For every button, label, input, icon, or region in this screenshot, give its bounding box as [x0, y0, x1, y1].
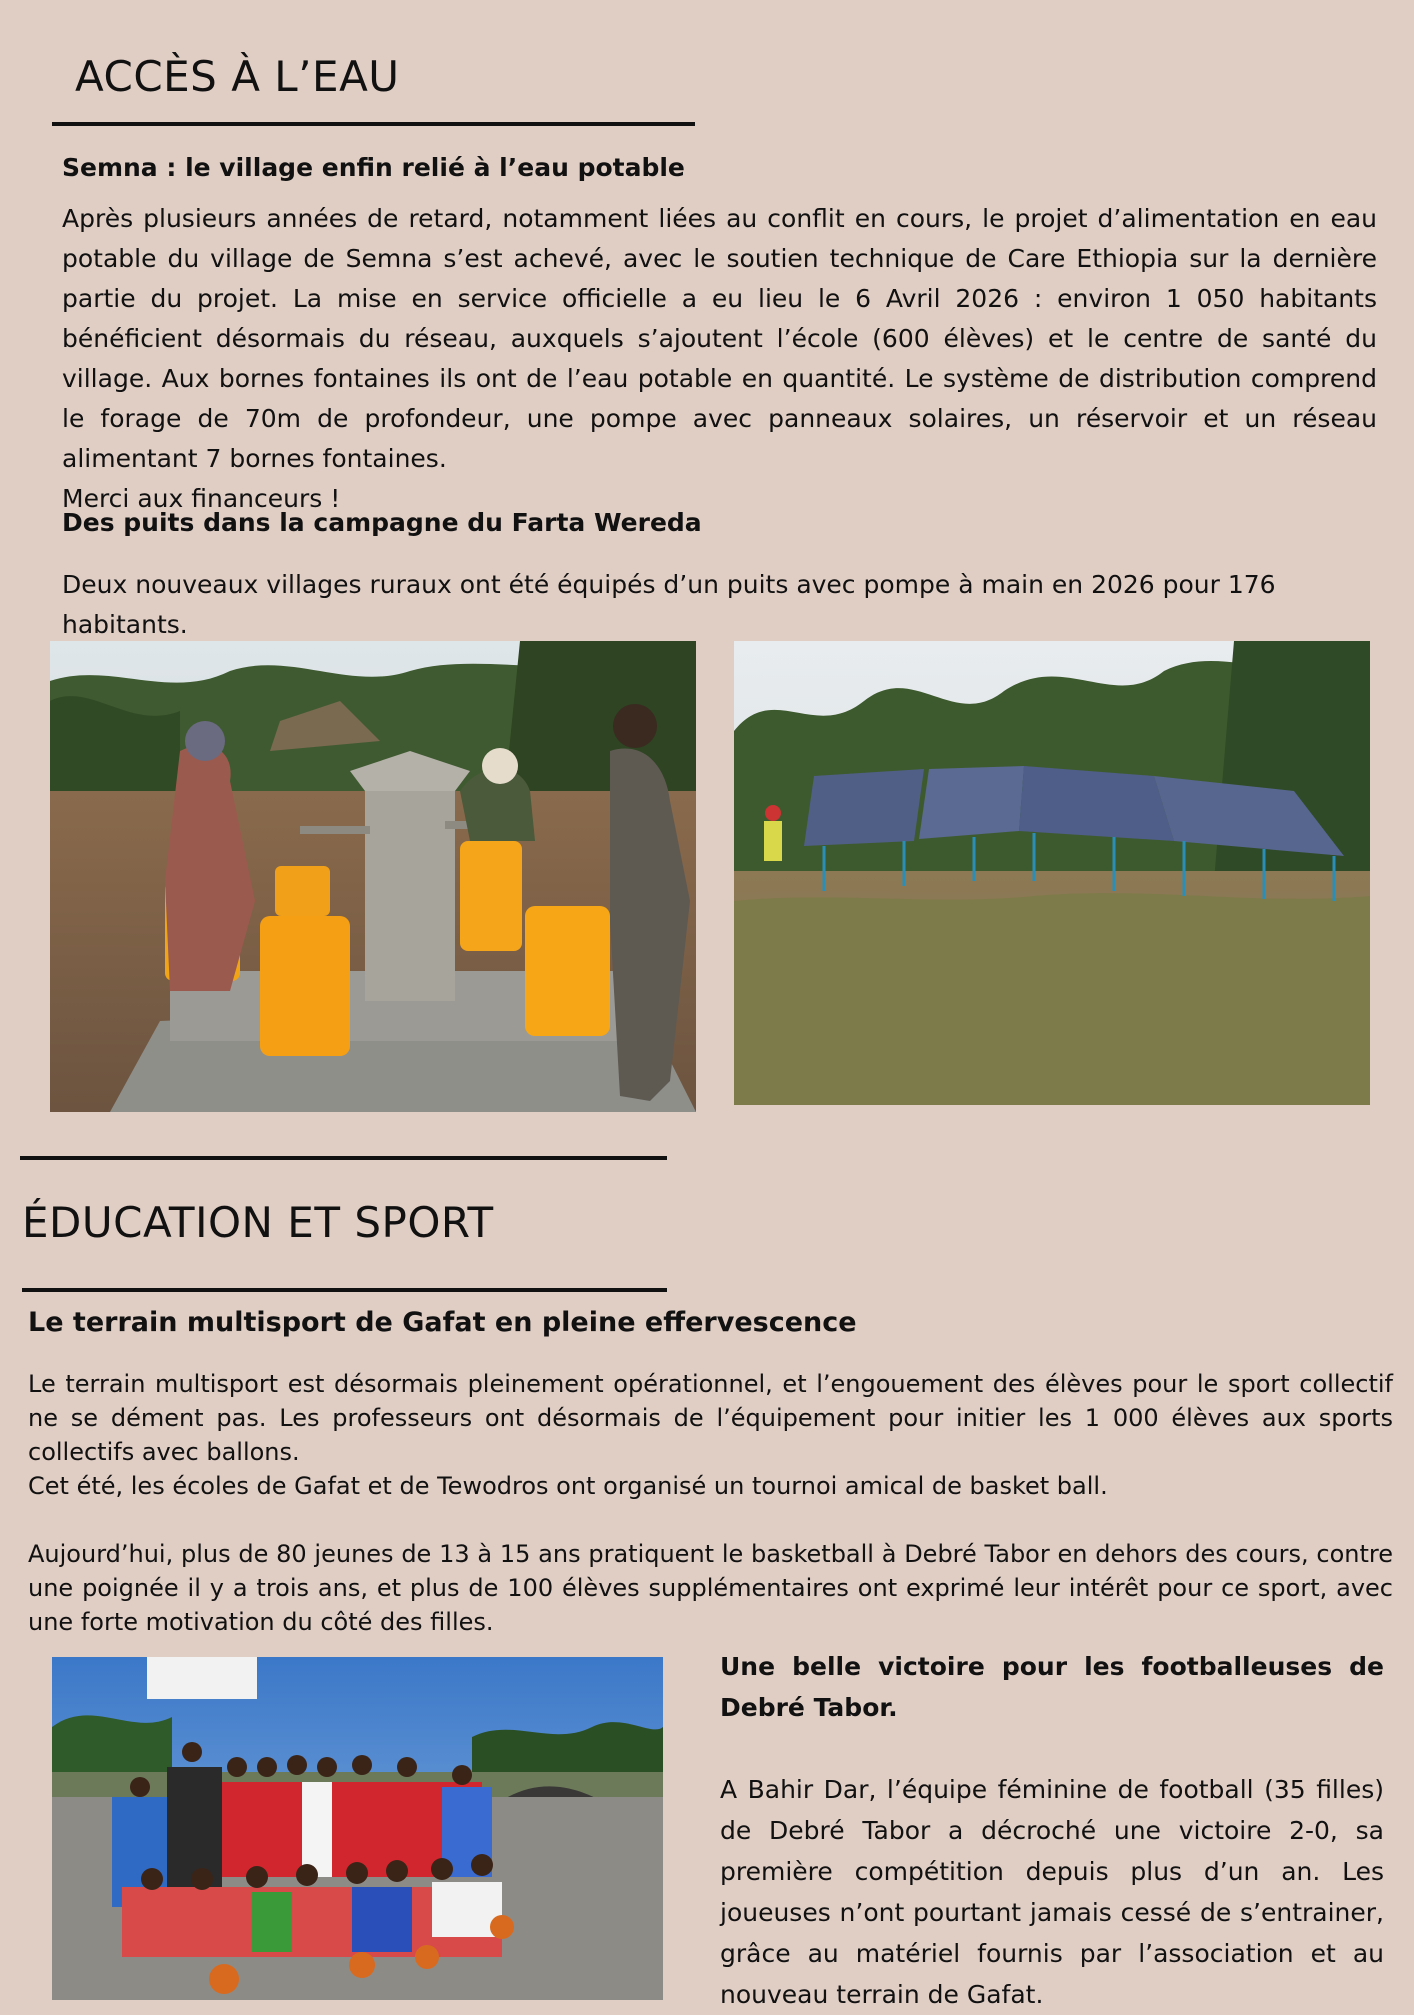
- article-thanks: Merci aux financeurs !: [62, 484, 341, 513]
- photo-basketball-team: [52, 1657, 663, 2000]
- article-body-farta: Deux nouveaux villages ruraux ont été équipés d’un puits avec pompe à main en 2026 pour 176 habitants.: [62, 570, 1276, 639]
- article-heading-semna: Semna : le village enfin relié à l’eau potable: [62, 153, 685, 182]
- section-title-education: ÉDUCATION ET SPORT: [22, 1198, 494, 1247]
- section-rule: [20, 1156, 667, 1160]
- article-body-gafat: Le terrain multisport est désormais pleinement opérationnel, et l’engouement des élèves pour le sport collectif ne se dément pas. Les professeurs ont désormais de l’équipement pour initier les 1 000 élèves aux sports collectifs avec ballons.: [28, 1370, 1393, 1466]
- article-heading-gafat: Le terrain multisport de Gafat en pleine effervescence: [28, 1307, 857, 1338]
- section-rule: [52, 122, 695, 126]
- article-body-semna: Après plusieurs années de retard, notamment liées au conflit en cours, le projet d’alimentation en eau potable du village de Semna s’est achevé, avec le soutien technique de Care Ethiopia sur la dernière partie du projet. La mise en service officielle a eu lieu le 6 Avril 2026 : environ 1 050 habitants bénéficient désormais du réseau, auxquels s’ajoutent l’école (600 élèves) et le centre de santé du village. Aux bornes fontaines ils ont de l’eau potable en quantité. Le système de distribution comprend le forage de 70m de profondeur, une pompe avec panneaux solaires, un réservoir et un réseau alimentant 7 bornes fontaines.: [62, 204, 1377, 473]
- photo-water-tap: [50, 641, 696, 1112]
- article-body-football: A Bahir Dar, l’équipe féminine de football (35 filles) de Debré Tabor a décroché une victoire 2-0, sa première compétition depuis plus d’un an. Les joueuses n’ont pourtant jamais cessé de s’entrainer, grâce au matériel fournis par l’association et au nouveau terrain de Gafat.: [720, 1775, 1384, 2009]
- article-body-basketball: Aujourd’hui, plus de 80 jeunes de 13 à 15 ans pratiquent le basketball à Debré Tabor en dehors des cours, contre une poignée il y a trois ans, et plus de 100 élèves supplémentaires ont exprimé leur intérêt pour ce sport, avec une forte motivation du côté des filles.: [28, 1540, 1393, 1636]
- section-rule: [22, 1288, 667, 1292]
- section-title-water: ACCÈS À L’EAU: [75, 52, 400, 101]
- article-body-tournament: Cet été, les écoles de Gafat et de Tewodros ont organisé un tournoi amical de basket ball.: [28, 1472, 1108, 1500]
- article-heading-farta: Des puits dans la campagne du Farta Wereda: [62, 508, 702, 537]
- article-heading-football: Une belle victoire pour les footballeuses de Debré Tabor.: [720, 1652, 1384, 1722]
- photo-solar-panels: [734, 641, 1370, 1105]
